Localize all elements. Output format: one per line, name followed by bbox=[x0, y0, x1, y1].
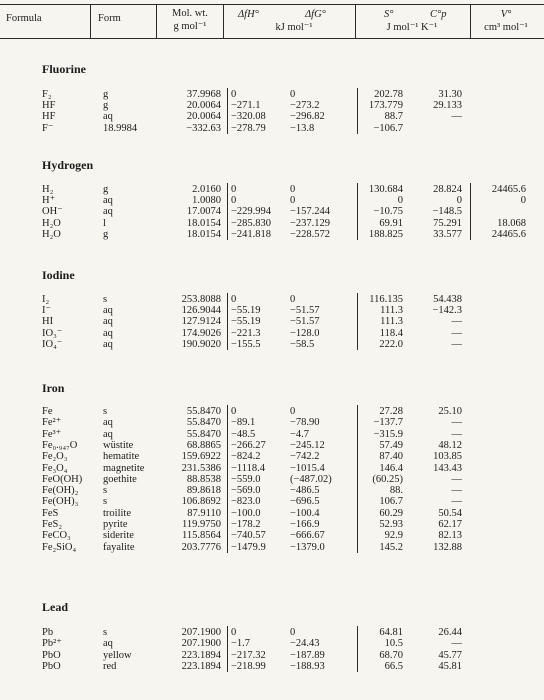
cell-formula: H₂ bbox=[42, 184, 54, 195]
cell-dfg: −188.93 bbox=[290, 660, 325, 672]
cell-formula: Fe(OH)₃ bbox=[42, 496, 79, 508]
cell-cp: — bbox=[451, 473, 462, 485]
cell-form: aq bbox=[103, 195, 113, 207]
cell-s: 0 bbox=[397, 195, 403, 207]
cell-s: −315.9 bbox=[373, 428, 403, 440]
cell-dfh: 0 bbox=[231, 195, 237, 207]
cell-mol-wt: 207.1900 bbox=[181, 638, 221, 650]
cell-mol-wt: −332.63 bbox=[186, 122, 221, 134]
cell-form: s bbox=[103, 485, 108, 497]
section-title: Iron bbox=[42, 381, 65, 395]
cell-s: 88. bbox=[389, 485, 403, 497]
section-title: Iodine bbox=[42, 268, 75, 282]
cell-s: 27.28 bbox=[379, 406, 403, 417]
header-divider bbox=[156, 4, 157, 39]
cell-mol-wt: 115.8564 bbox=[182, 530, 221, 542]
cell-s: 66.5 bbox=[384, 660, 403, 672]
cell-mol-wt: 55.8470 bbox=[186, 428, 221, 440]
cell-form: g bbox=[103, 228, 109, 240]
cell-formula: IO₃⁻ bbox=[42, 327, 63, 339]
cell-s: 60.29 bbox=[379, 507, 403, 519]
cell-form: hematite bbox=[103, 451, 140, 463]
cell-form: red bbox=[103, 660, 117, 672]
column-rule bbox=[227, 88, 228, 134]
cell-dfh: 0 bbox=[231, 184, 237, 195]
cell-mol-wt: 20.0064 bbox=[186, 111, 221, 123]
column-rule bbox=[227, 405, 228, 553]
cell-dfg: −742.2 bbox=[290, 451, 320, 463]
cell-mol-wt: 2.0160 bbox=[192, 184, 221, 195]
cell-cp: 28.824 bbox=[433, 184, 462, 195]
cell-cp: — bbox=[451, 417, 462, 429]
cell-mol-wt: 37.9968 bbox=[186, 89, 221, 100]
cell-form: g bbox=[103, 100, 109, 112]
cell-dfg: −51.57 bbox=[290, 305, 320, 317]
col-header-form: Form bbox=[98, 13, 121, 24]
top-rule bbox=[0, 4, 544, 5]
cell-cp: — bbox=[451, 111, 462, 123]
cell-mol-wt: 68.8865 bbox=[186, 439, 221, 451]
cell-dfh: −266.27 bbox=[231, 439, 266, 451]
cell-form: aq bbox=[103, 417, 113, 429]
column-rule bbox=[357, 183, 358, 240]
cell-dfg: 0 bbox=[290, 627, 296, 638]
cell-dfh: −55.19 bbox=[231, 305, 261, 317]
cell-dfg: −58.5 bbox=[290, 338, 315, 350]
cell-formula: Fe₀.₉₄₇O bbox=[42, 439, 78, 451]
cell-dfg: −696.5 bbox=[290, 496, 320, 508]
col-header-dfg: ΔfG° bbox=[305, 9, 326, 20]
cell-s: 106.7 bbox=[379, 496, 403, 508]
cell-s: 188.825 bbox=[368, 228, 403, 240]
cell-cp: 45.77 bbox=[438, 649, 462, 661]
cell-dfh: −1.7 bbox=[231, 638, 251, 650]
cell-mol-wt: 18.0154 bbox=[186, 217, 221, 229]
cell-mol-wt: 203.7776 bbox=[181, 541, 221, 553]
cell-cp: — bbox=[451, 496, 462, 508]
col-header-molwt-unit: g mol⁻¹ bbox=[173, 21, 207, 32]
cell-mol-wt: 207.1900 bbox=[181, 627, 221, 638]
cell-formula: Pb bbox=[42, 627, 54, 638]
cell-dfh: 0 bbox=[231, 627, 237, 638]
cell-dfg: −166.9 bbox=[290, 519, 320, 530]
cell-dfh: −48.5 bbox=[231, 428, 256, 440]
cell-dfg: −100.4 bbox=[290, 507, 320, 519]
cell-form: s bbox=[103, 496, 108, 508]
cell-mol-wt: 55.8470 bbox=[186, 417, 221, 429]
cell-cp: 62.17 bbox=[438, 519, 462, 530]
cell-s: 68.70 bbox=[379, 649, 403, 661]
cell-mol-wt: 55.8470 bbox=[186, 406, 221, 417]
col-header-s: S° bbox=[384, 9, 394, 20]
cell-form: aq bbox=[103, 305, 113, 317]
cell-s: −10.75 bbox=[373, 206, 403, 218]
col-header-jk-unit: J mol⁻¹ K⁻¹ bbox=[386, 22, 438, 33]
cell-s: 88.7 bbox=[384, 111, 403, 123]
cell-form: g bbox=[103, 184, 109, 195]
cell-formula: IO₄⁻ bbox=[42, 338, 63, 350]
cell-dfg: −4.7 bbox=[290, 428, 310, 440]
cell-form: magnetite bbox=[103, 462, 145, 474]
cell-dfh: −178.2 bbox=[231, 519, 261, 530]
cell-form: aq bbox=[103, 428, 113, 440]
cell-form: l bbox=[103, 217, 106, 229]
cell-dfh: −1479.9 bbox=[231, 541, 266, 553]
cell-form: s bbox=[103, 406, 108, 417]
col-header-v: V° bbox=[500, 9, 512, 20]
cell-mol-wt: 174.9026 bbox=[181, 327, 221, 339]
column-rule bbox=[357, 88, 358, 134]
cell-dfh: −217.32 bbox=[231, 649, 266, 661]
cell-dfg: −157.244 bbox=[290, 206, 331, 218]
cell-formula: FeS bbox=[42, 507, 59, 519]
cell-formula: I₂ bbox=[42, 294, 50, 305]
cell-dfh: 0 bbox=[231, 89, 237, 100]
column-rule bbox=[227, 183, 228, 240]
cell-dfh: −824.2 bbox=[231, 451, 261, 463]
cell-formula: F₂ bbox=[42, 89, 52, 100]
cell-form: goethite bbox=[103, 473, 137, 485]
cell-cp: — bbox=[451, 327, 462, 339]
cell-formula: FeS₂ bbox=[42, 519, 63, 530]
column-rule bbox=[227, 293, 228, 350]
header-divider bbox=[355, 4, 356, 39]
cell-form: aq bbox=[103, 638, 113, 650]
cell-dfg: −1379.0 bbox=[290, 541, 325, 553]
cell-s: −106.7 bbox=[373, 122, 403, 134]
cell-cp: 33.577 bbox=[433, 228, 462, 240]
cell-dfh: 0 bbox=[231, 406, 237, 417]
cell-formula: Fe³⁺ bbox=[42, 428, 62, 440]
cell-s: 92.9 bbox=[384, 530, 403, 542]
cell-mol-wt: 20.0064 bbox=[186, 100, 221, 112]
cell-dfg: −666.67 bbox=[290, 530, 325, 542]
cell-mol-wt: 127.9124 bbox=[181, 316, 221, 328]
cell-form: troilite bbox=[103, 507, 131, 519]
cell-formula: F⁻ bbox=[42, 122, 54, 134]
cell-formula: H₂O bbox=[42, 228, 61, 240]
cell-s: 69.91 bbox=[379, 217, 403, 229]
cell-formula: PbO bbox=[42, 649, 61, 661]
cell-dfh: −285.830 bbox=[231, 217, 272, 229]
cell-cp: 132.88 bbox=[433, 541, 462, 553]
cell-cp: — bbox=[451, 428, 462, 440]
cell-dfh: −155.5 bbox=[231, 338, 261, 350]
cell-dfh: −271.1 bbox=[231, 100, 261, 112]
cell-dfg: −237.129 bbox=[290, 217, 331, 229]
cell-form: yellow bbox=[103, 649, 132, 661]
cell-s: 87.40 bbox=[379, 451, 403, 463]
cell-mol-wt: 231.5386 bbox=[181, 462, 221, 474]
cell-formula: I⁻ bbox=[42, 305, 52, 317]
cell-form: aq bbox=[103, 206, 113, 218]
cell-dfg: (−487.02) bbox=[290, 473, 332, 485]
cell-cp: 45.81 bbox=[438, 660, 462, 672]
cell-dfg: 0 bbox=[290, 89, 296, 100]
cell-s: 130.684 bbox=[368, 184, 403, 195]
cell-s: 222.0 bbox=[379, 338, 403, 350]
cell-dfh: −1118.4 bbox=[231, 462, 266, 474]
cell-cp: — bbox=[451, 316, 462, 328]
cell-dfh: −229.994 bbox=[231, 206, 272, 218]
cell-s: 111.3 bbox=[380, 305, 403, 317]
cell-mol-wt: 253.8088 bbox=[181, 294, 221, 305]
cell-dfg: −187.89 bbox=[290, 649, 325, 661]
cell-dfh: −569.0 bbox=[231, 485, 261, 497]
cell-v: 0 bbox=[520, 195, 526, 207]
cell-dfg: −78.90 bbox=[290, 417, 320, 429]
header-divider bbox=[223, 4, 224, 39]
cell-mol-wt: 126.9044 bbox=[181, 305, 221, 317]
col-header-molwt: Mol. wt. bbox=[172, 8, 208, 19]
cell-cp: 103.85 bbox=[433, 451, 462, 463]
cell-cp: 82.13 bbox=[438, 530, 462, 542]
cell-formula: Fe₂O₃ bbox=[42, 451, 68, 463]
cell-formula: FeCO₃ bbox=[42, 530, 71, 542]
cell-dfh: 0 bbox=[231, 294, 237, 305]
cell-form: s bbox=[103, 627, 108, 638]
cell-s: (60.25) bbox=[372, 473, 403, 485]
cell-cp: — bbox=[451, 638, 462, 650]
cell-form: aq bbox=[103, 338, 113, 350]
cell-form: pyrite bbox=[103, 519, 128, 530]
cell-dfh: −89.1 bbox=[231, 417, 256, 429]
col-header-v-unit: cm³ mol⁻¹ bbox=[484, 22, 528, 33]
cell-cp: 48.12 bbox=[438, 439, 462, 451]
cell-formula: OH⁻ bbox=[42, 206, 63, 218]
cell-form: fayalite bbox=[103, 541, 135, 553]
cell-formula: HI bbox=[42, 316, 54, 328]
cell-dfh: −559.0 bbox=[231, 473, 261, 485]
cell-formula: H⁺ bbox=[42, 195, 56, 207]
cell-form: wüstite bbox=[103, 439, 134, 451]
col-header-formula: Formula bbox=[6, 13, 42, 24]
cell-s: 10.5 bbox=[384, 638, 403, 650]
cell-form: g bbox=[103, 89, 109, 100]
column-rule bbox=[357, 626, 358, 672]
cell-mol-wt: 87.9110 bbox=[187, 507, 221, 519]
cell-dfg: −296.82 bbox=[290, 111, 325, 123]
column-rule bbox=[357, 293, 358, 350]
cell-dfg: −13.8 bbox=[290, 122, 315, 134]
cell-dfh: −823.0 bbox=[231, 496, 261, 508]
cell-dfg: −245.12 bbox=[290, 439, 325, 451]
cell-dfg: −486.5 bbox=[290, 485, 320, 497]
cell-cp: 143.43 bbox=[433, 462, 462, 474]
cell-formula: HF bbox=[42, 100, 56, 112]
cell-dfh: −320.08 bbox=[231, 111, 266, 123]
cell-formula: PbO bbox=[42, 660, 61, 672]
cell-cp: 25.10 bbox=[438, 406, 462, 417]
section-title: Fluorine bbox=[42, 62, 86, 76]
col-header-cp: C°p bbox=[430, 9, 447, 20]
cell-cp: −148.5 bbox=[432, 206, 462, 218]
cell-s: 52.93 bbox=[379, 519, 403, 530]
cell-dfg: 0 bbox=[290, 184, 296, 195]
cell-mol-wt: 223.1894 bbox=[181, 660, 221, 672]
cell-v: 18.068 bbox=[497, 217, 526, 229]
cell-formula: Fe bbox=[42, 406, 53, 417]
header-rule bbox=[0, 38, 544, 39]
cell-formula: FeO(OH) bbox=[42, 473, 83, 485]
cell-dfg: −228.572 bbox=[290, 228, 331, 240]
cell-dfg: −128.0 bbox=[290, 327, 320, 339]
cell-dfh: −241.818 bbox=[231, 228, 272, 240]
cell-dfh: −55.19 bbox=[231, 316, 261, 328]
cell-dfg: 0 bbox=[290, 195, 296, 207]
cell-cp: 54.438 bbox=[433, 294, 462, 305]
cell-form: s bbox=[103, 294, 108, 305]
cell-mol-wt: 89.8618 bbox=[186, 485, 221, 497]
cell-cp: 50.54 bbox=[438, 507, 462, 519]
cell-mol-wt: 1.0080 bbox=[192, 195, 221, 207]
cell-s: 116.135 bbox=[369, 294, 403, 305]
section-title: Lead bbox=[42, 600, 69, 614]
cell-s: 57.49 bbox=[379, 439, 403, 451]
header-divider bbox=[90, 4, 91, 39]
cell-form: 18.9984 bbox=[103, 122, 138, 134]
cell-v: 24465.6 bbox=[491, 184, 526, 195]
column-rule bbox=[227, 626, 228, 672]
cell-cp: −142.3 bbox=[432, 305, 462, 317]
cell-dfg: −51.57 bbox=[290, 316, 320, 328]
cell-form: aq bbox=[103, 327, 113, 339]
cell-mol-wt: 223.1894 bbox=[181, 649, 221, 661]
cell-cp: 0 bbox=[456, 195, 462, 207]
cell-dfh: −100.0 bbox=[231, 507, 261, 519]
cell-s: −137.7 bbox=[373, 417, 403, 429]
cell-cp: 29.133 bbox=[433, 100, 462, 112]
cell-mol-wt: 106.8692 bbox=[181, 496, 221, 508]
cell-mol-wt: 159.6922 bbox=[181, 451, 221, 463]
column-rule bbox=[470, 183, 471, 240]
cell-dfh: −740.57 bbox=[231, 530, 266, 542]
cell-formula: HF bbox=[42, 111, 56, 123]
cell-s: 111.3 bbox=[380, 316, 403, 328]
cell-v: 24465.6 bbox=[491, 228, 526, 240]
column-rule bbox=[357, 405, 358, 553]
cell-dfg: −1015.4 bbox=[290, 462, 325, 474]
cell-mol-wt: 119.9750 bbox=[182, 519, 221, 530]
cell-formula: H₂O bbox=[42, 217, 61, 229]
cell-mol-wt: 88.8538 bbox=[186, 473, 221, 485]
col-header-dfh: ΔfH° bbox=[238, 9, 259, 20]
cell-cp: 75.291 bbox=[433, 217, 462, 229]
cell-s: 146.4 bbox=[379, 462, 403, 474]
header-divider bbox=[470, 4, 471, 39]
cell-s: 202.78 bbox=[374, 89, 403, 100]
cell-dfh: −218.99 bbox=[231, 660, 266, 672]
cell-dfh: −221.3 bbox=[231, 327, 261, 339]
cell-dfg: −273.2 bbox=[290, 100, 320, 112]
cell-cp: 26.44 bbox=[438, 627, 462, 638]
col-header-kj-unit: kJ mol⁻¹ bbox=[275, 22, 313, 33]
cell-cp: — bbox=[451, 485, 462, 497]
cell-s: 173.779 bbox=[368, 100, 403, 112]
cell-s: 64.81 bbox=[379, 627, 403, 638]
cell-mol-wt: 18.0154 bbox=[186, 228, 221, 240]
cell-dfg: 0 bbox=[290, 294, 296, 305]
cell-s: 118.4 bbox=[379, 327, 403, 339]
cell-form: aq bbox=[103, 316, 113, 328]
cell-formula: Fe₃O₄ bbox=[42, 462, 68, 474]
cell-dfg: 0 bbox=[290, 406, 296, 417]
cell-cp: 31.30 bbox=[438, 89, 462, 100]
cell-formula: Pb²⁺ bbox=[42, 638, 62, 650]
cell-mol-wt: 190.9020 bbox=[181, 338, 221, 350]
cell-form: siderite bbox=[103, 530, 134, 542]
cell-formula: Fe₂SiO₄ bbox=[42, 541, 77, 553]
cell-form: aq bbox=[103, 111, 113, 123]
cell-formula: Fe²⁺ bbox=[42, 417, 62, 429]
cell-mol-wt: 17.0074 bbox=[186, 206, 221, 218]
cell-dfg: −24.43 bbox=[290, 638, 320, 650]
cell-s: 145.2 bbox=[379, 541, 403, 553]
cell-cp: — bbox=[451, 338, 462, 350]
section-title: Hydrogen bbox=[42, 158, 94, 172]
cell-formula: Fe(OH)₂ bbox=[42, 485, 79, 497]
cell-dfh: −278.79 bbox=[231, 122, 266, 134]
